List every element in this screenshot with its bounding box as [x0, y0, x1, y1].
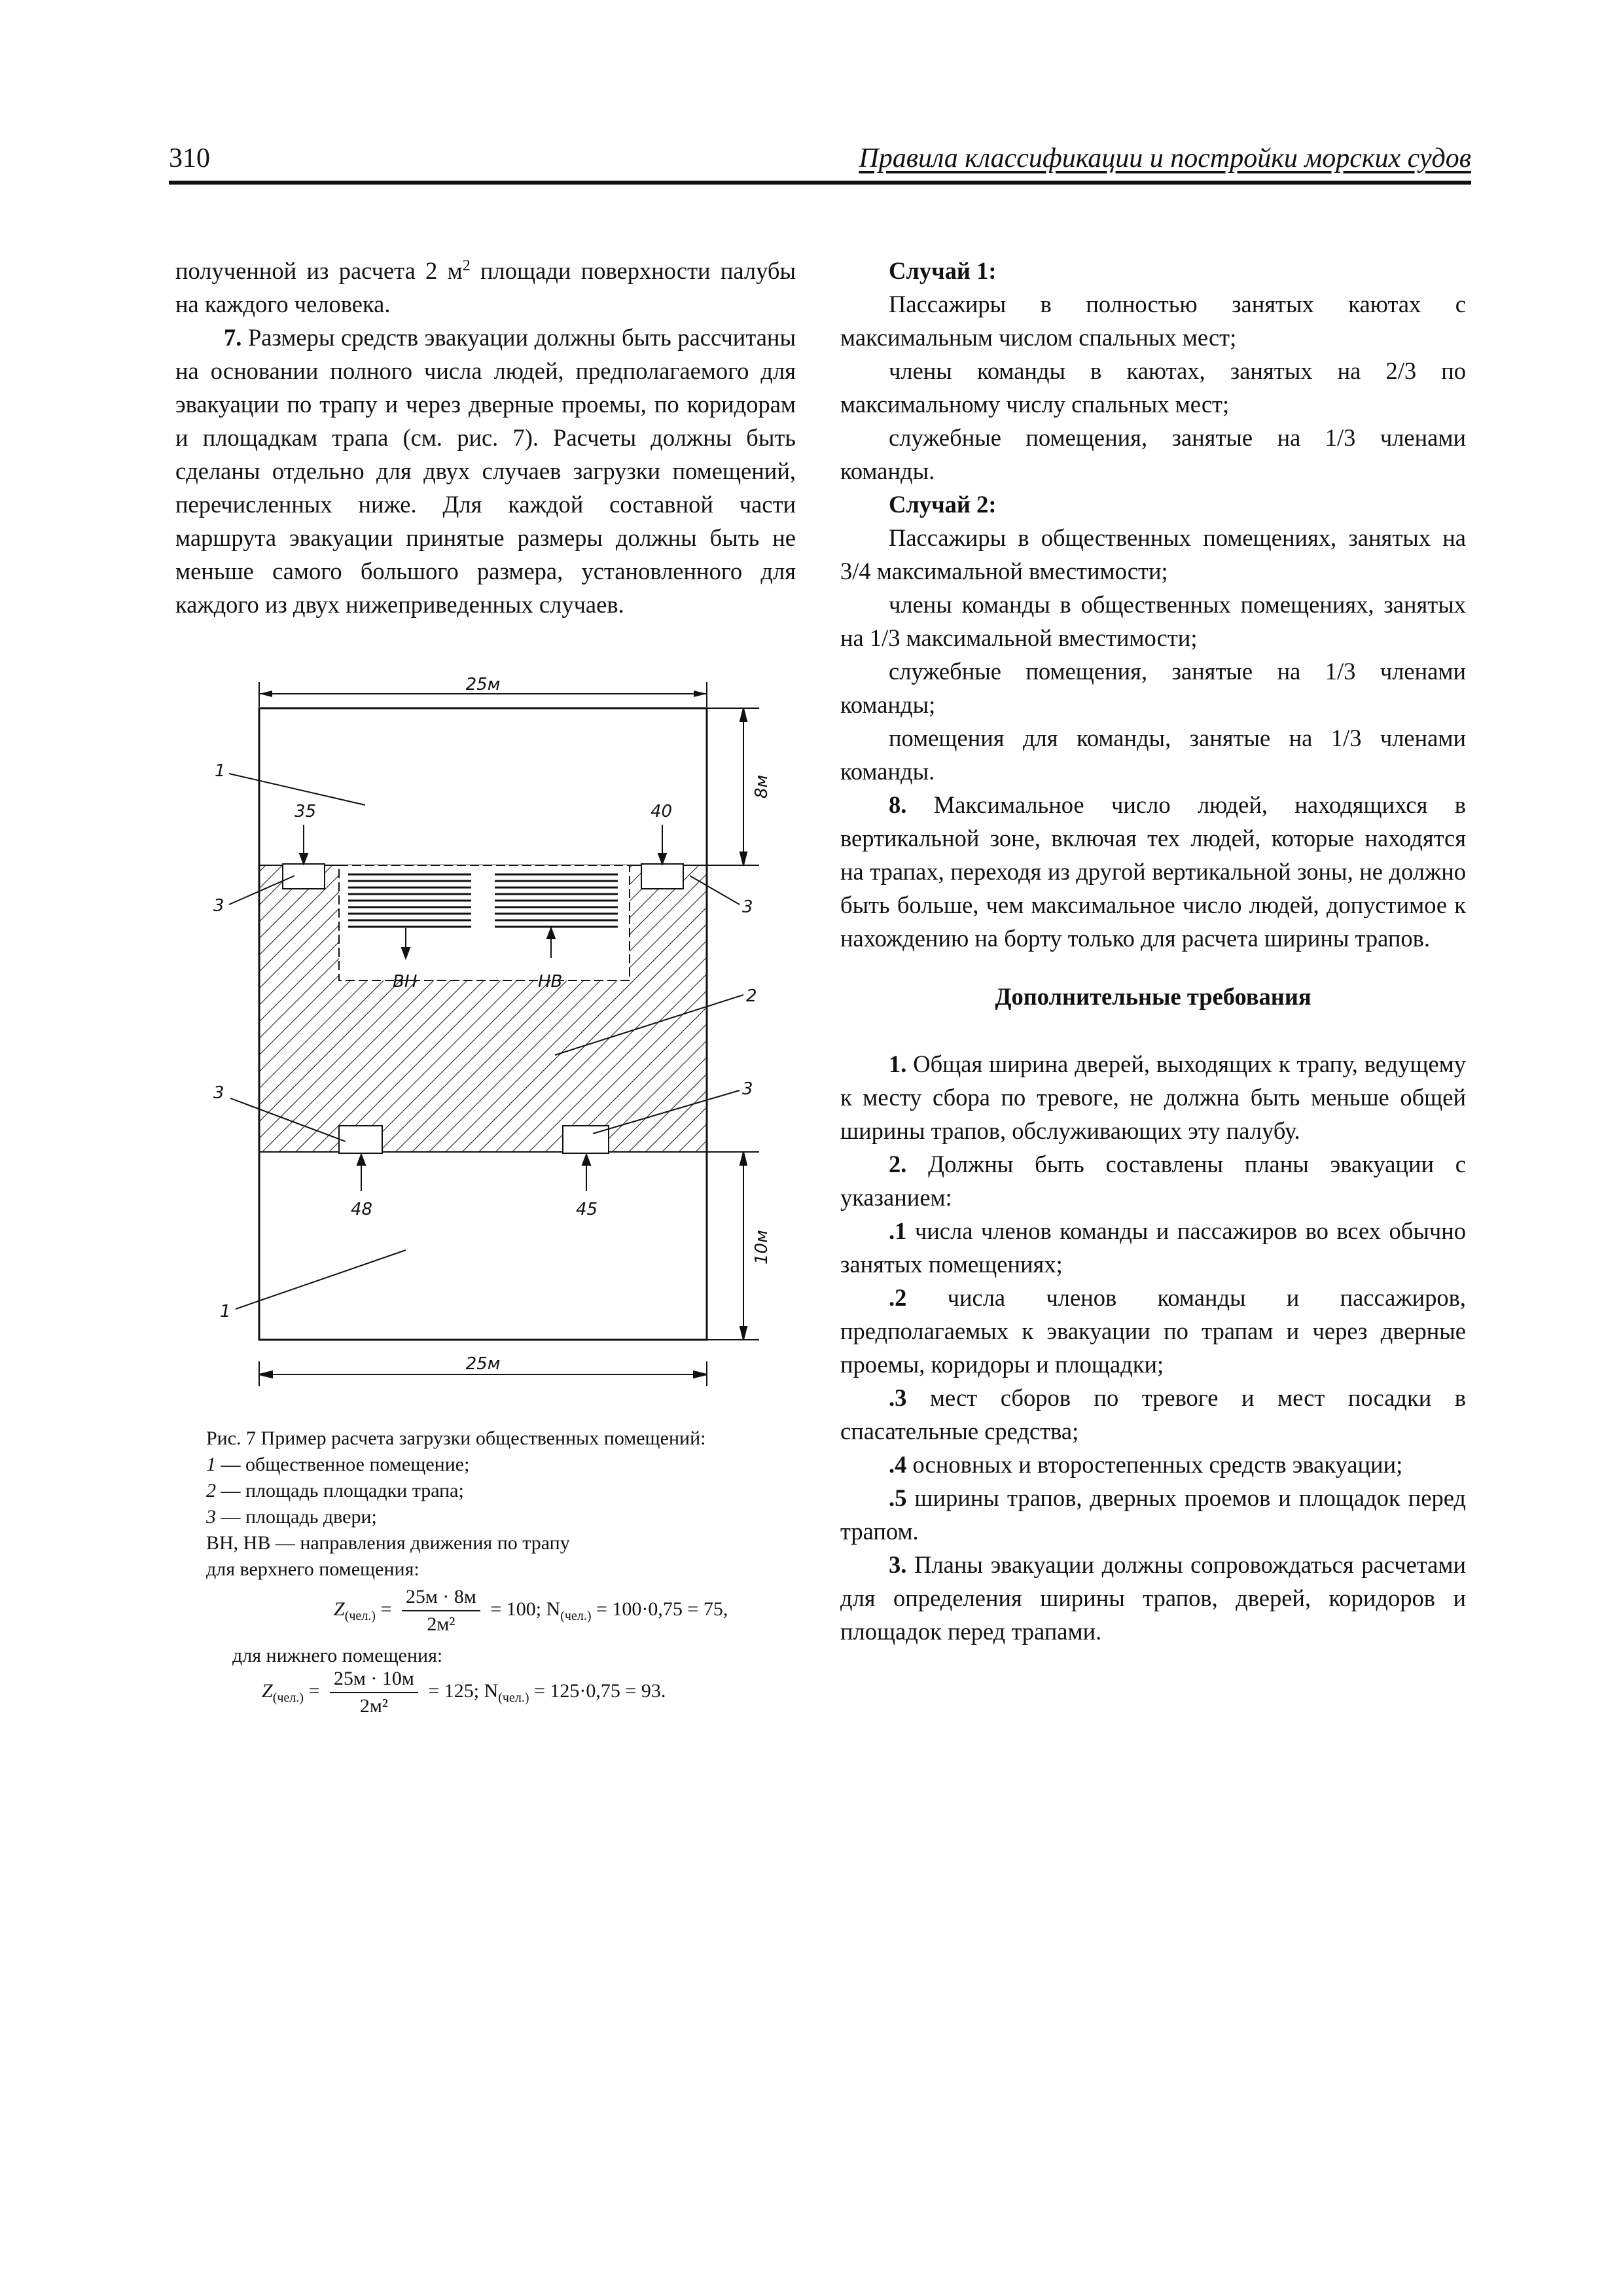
- dim-bottom-label: 25м: [465, 1354, 501, 1374]
- left-column: [175, 254, 796, 621]
- right-column: [840, 254, 1466, 1648]
- case-1-crew: члены команды в каютах, занятых на 2/3 по максимальному числу спальных мест;: [840, 357, 1466, 418]
- requirement-1: 1. Общая ширина дверей, выходящих к трапу, ведущему к месту сбора по тревоге, не должна быть меньше общей ширины трапов, обслуживающих эту палубу.: [840, 1050, 1466, 1144]
- formula-upper: $Z_{(чел.)}$ = $\frac{25м \cdot 8м}{\text{2м²}}$ = 100; $N_{(чел.)} = 100\cdot 0,75 = 75$,: [334, 1584, 728, 1638]
- page-number: 310: [169, 143, 210, 173]
- case-2-passengers: Пассажиры в общественных помещениях, занятых на 3/4 максимальной вместимости;: [840, 524, 1466, 584]
- caption-item-1: 1 — общественное помещение;: [206, 1454, 470, 1475]
- label-public-room-lower: 1: [220, 1302, 231, 1321]
- dim-top-label: 25м: [465, 675, 501, 694]
- caption-upper-label: для верхнего помещения:: [206, 1558, 419, 1580]
- paragraph-7: 7. Размеры средств эвакуации должны быть рассчитаны на основании полного числа людей, предполагаемого для эвакуации по трапу и через дверные проемы, по коридорам и площадкам трапа (см. рис. 7). Расчеты должны быть сделаны отдельно для двух случаев загрузки помещений, перечисленных ниже. Для каждой составной части маршрута эвакуации принятые размеры должны быть не меньше самого большого размера, установленного для каждого из двух нижеприведенных случаев.: [175, 324, 796, 618]
- door-upper-left: [283, 864, 325, 889]
- label-door-c: 3: [213, 1083, 224, 1103]
- direction-nv: НВ: [538, 972, 563, 992]
- requirement-2: 2. Должны быть составлены планы эвакуации с указанием:: [840, 1151, 1466, 1211]
- case-2-crew: члены команды в общественных помещениях, занятых на 1/3 максимальной вместимости;: [840, 591, 1466, 651]
- case-2-service: служебные помещения, занятые на 1/3 членами команды;: [840, 658, 1466, 718]
- requirement-2-item-2: .2 числа членов команды и пассажиров, предполагаемых к эвакуации по трапам и через дверные проемы, коридоры и площадки;: [840, 1284, 1466, 1378]
- requirement-2-item-5: .5 ширины трапов, дверных проемов и площадок перед трапом.: [840, 1484, 1466, 1545]
- paragraph-continued: полученной из расчета 2 $м^2$ площади поверхности палубы на каждого человека.: [175, 257, 796, 317]
- requirement-3: 3. Планы эвакуации должны сопровождаться расчетами для определения ширины трапов, дверей, коридоров и площадок перед трапами.: [840, 1551, 1466, 1645]
- dim-lower-height: 10м: [752, 1230, 772, 1265]
- caption-lower-label: для нижнего помещения:: [232, 1645, 443, 1666]
- door-lower-left: [339, 1126, 382, 1153]
- direction-vn: ВН: [393, 972, 418, 992]
- running-title: Правила классификации и постройки морских судов: [859, 143, 1471, 173]
- dimension-heights: [707, 708, 759, 1340]
- dimension-top: [259, 675, 707, 707]
- occupancy-35: 35: [294, 802, 317, 821]
- formula-lower: $Z_{(чел.)}$ = $\frac{25м \cdot 10м}{\text{2м²}}$ = 125; $N_{(чел.)} = 125\cdot 0,75 = 93$.: [262, 1666, 666, 1719]
- occupancy-48: 48: [351, 1200, 373, 1219]
- page-header: [169, 143, 1471, 185]
- requirement-2-item-1: .1 числа членов команды и пассажиров во всех обычно занятых помещениях;: [840, 1217, 1466, 1278]
- door-upper-right: [641, 864, 683, 889]
- case-2-crew-rooms: помещения для команды, занятые на 1/3 членами команды.: [840, 725, 1466, 785]
- figure-caption: [206, 1426, 795, 1583]
- label-landing: 2: [746, 986, 757, 1006]
- door-lower-right: [563, 1126, 609, 1153]
- dim-upper-height: 8м: [752, 774, 772, 798]
- case-2-title: Случай 2:: [889, 491, 997, 518]
- label-public-room-upper: 1: [215, 761, 226, 781]
- section-title-additional: Дополнительные требования: [995, 983, 1311, 1010]
- case-1-service: служебные помещения, занятые на 1/3 членами команды.: [840, 424, 1466, 484]
- label-door-b: 3: [742, 897, 753, 917]
- occupancy-40: 40: [651, 802, 673, 821]
- case-1-title: Случай 1:: [889, 257, 997, 284]
- figure-7-diagram: [196, 668, 772, 1397]
- caption-title: Рис. 7 Пример расчета загрузки общественных помещений:: [206, 1427, 706, 1449]
- requirement-2-item-3: .3 мест сборов по тревоге и мест посадки в спасательные средства;: [840, 1384, 1466, 1444]
- requirement-2-item-4: .4 основных и второстепенных средств эвакуации;: [889, 1451, 1403, 1478]
- caption-item-2: 2 — площадь площадки трапа;: [206, 1480, 464, 1501]
- paragraph-8: 8. Максимальное число людей, находящихся в вертикальной зоне, включая тех людей, которые находятся на трапах, переходя из другой вертикальной зоны, не должно быть больше, чем максимальное число людей, допустимое к нахождению на борту только для расчета ширины трапов.: [840, 791, 1466, 952]
- caption-item-3: 3 — площадь двери;: [206, 1506, 377, 1528]
- case-1-passengers: Пассажиры в полностью занятых каютах с максимальным числом спальных мест;: [840, 291, 1466, 351]
- label-door-a: 3: [213, 896, 224, 916]
- label-door-d: 3: [742, 1079, 753, 1099]
- occupancy-45: 45: [576, 1200, 598, 1219]
- caption-item-4: ВН, НВ — направления движения по трапу: [206, 1532, 570, 1554]
